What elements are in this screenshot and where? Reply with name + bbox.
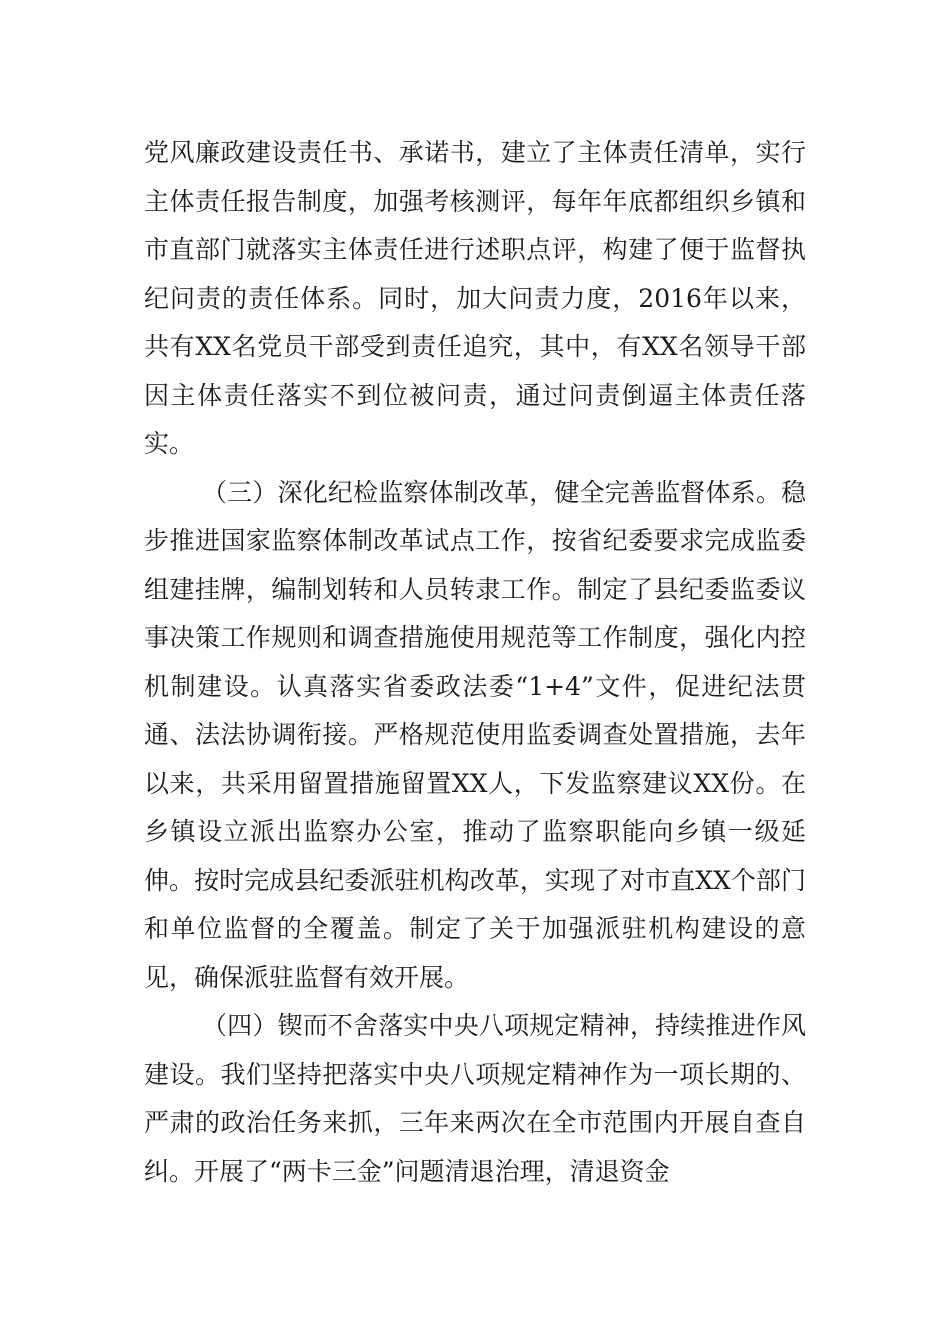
paragraph-responsibility-system: 党风廉政建设责任书、承诺书，建立了主体责任清单，实行主体责任报告制度，加强考核测评，每年年底都组织乡镇和市直部门就落实主体责任进行述职点评，构建了便于监督执纪问责的责任体系。同时，加大问责力度，2016年以来，共有XX名党员干部受到责任追究，其中，有XX名领导干部因主体责任落实不到位被问责，通过问责倒逼主体责任落实。 — [144, 138, 806, 458]
paragraph-eight-rules: （四）锲而不舍落实中央八项规定精神，持续推进作风建设。我们坚持把落实中央八项规定精神作为一项长期的、严肃的政治任务来抓，三年来两次在全市范围内开展自查自纠。开展了“两卡三金”问题清退治理，清退资金 — [144, 1011, 806, 1186]
document-body — [144, 129, 806, 1196]
paragraph-supervision-reform: （三）深化纪检监察体制改革，健全完善监督体系。稳步推进国家监察体制改革试点工作，按省纪委要求完成监委组建挂牌，编制划转和人员转隶工作。制定了县纪委监委议事决策工作规则和调查措施使用规范等工作制度，强化内控机制建设。认真落实省委政法委“1+4”文件，促进纪法贯通、法法协调衔接。严格规范使用监委调查处置措施，去年以来，共采用留置措施留置XX人，下发监察建议XX份。在乡镇设立派出监察办公室，推动了监察职能向乡镇一级延伸。按时完成县纪委派驻机构改革，实现了对市直XX个部门和单位监督的全覆盖。制定了关于加强派驻机构建设的意见，确保派驻监督有效开展。 — [144, 477, 806, 992]
